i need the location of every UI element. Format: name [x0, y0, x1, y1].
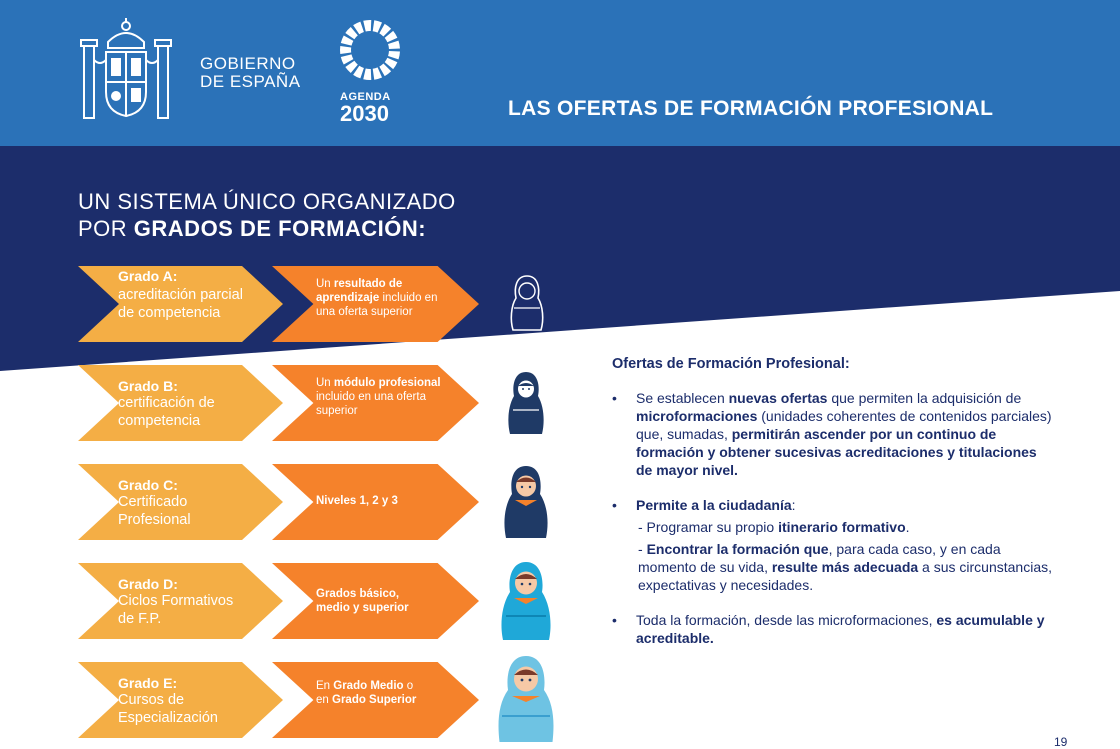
grade-c-title: Grado C:	[118, 477, 178, 493]
page-title: LAS OFERTAS DE FORMACIÓN PROFESIONAL	[508, 97, 994, 120]
grade-row-e	[78, 662, 558, 738]
agenda-ring-segment	[388, 51, 400, 59]
agenda-label: AGENDA	[340, 91, 391, 103]
doll-navy-medium-icon	[501, 464, 551, 540]
grade-row-c	[78, 464, 558, 540]
headline-prefix: POR	[78, 216, 134, 241]
bullet-dot: •	[612, 390, 617, 406]
grade-a-title: Grado A:	[118, 268, 178, 284]
grade-d-title: Grado D:	[118, 576, 178, 592]
grade-a-detail: Un resultado de aprendizaje incluido en una oferta superior	[316, 278, 438, 318]
agenda-ring-segment	[363, 20, 371, 31]
grade-b-desc: certificación de competencia	[118, 395, 215, 429]
agenda-ring-segment	[340, 46, 351, 54]
agenda-2030-logo	[338, 18, 402, 82]
grade-c-detail: Niveles 1, 2 y 3	[316, 495, 398, 507]
section-headline	[78, 188, 456, 242]
grade-c-desc: Certificado Profesional	[118, 494, 191, 528]
agenda-ring-segment	[388, 41, 400, 49]
grade-row-a	[78, 266, 558, 342]
doll-navy-small-icon	[505, 370, 547, 436]
offers-panel	[612, 355, 1052, 664]
grade-b-title: Grado B:	[118, 378, 178, 394]
agenda-ring-segment	[373, 67, 382, 79]
grade-a-desc: acreditación parcial de competencia	[118, 287, 243, 321]
coat-of-arms-logo	[78, 16, 174, 124]
grade-row-d	[78, 563, 558, 639]
sub-item-find-training: - Encontrar la formación que, para cada caso, y en cada momento de su vida, resulte más adecuada a sus circunstancias, expectativas y necesidades.	[638, 541, 1052, 593]
grade-e-desc: Cursos de Especialización	[118, 692, 218, 726]
agenda-year: 2030	[340, 101, 389, 126]
doll-cyan-icon	[498, 560, 554, 642]
headline-line1: UN SISTEMA ÚNICO ORGANIZADO	[78, 189, 456, 214]
bullet-new-offers: • Se establecen nuevas ofertas que permiten la adquisición de microformaciones (unidades coherentes de contenidos parciales) que, sumadas, permitirán ascender por un continuo de formación y obtener sucesivas acreditaciones y titulaciones de mayor nivel.	[612, 390, 1052, 478]
grade-d-desc: Ciclos Formativos de F.P.	[118, 593, 234, 627]
grade-e-detail: En Grado Medio o en Grado Superior	[316, 680, 417, 706]
bullet-accumulable: • Toda la formación, desde las microformaciones, es acumulable y acreditable.	[612, 612, 1045, 646]
government-line1: GOBIERNO	[200, 54, 296, 73]
agenda-ring-segment	[363, 69, 371, 80]
agenda-ring-segment	[373, 20, 382, 32]
grade-e-title: Grado E:	[118, 675, 178, 691]
grade-d-detail: Grados básico, medio y superior	[316, 588, 409, 614]
bullet-citizenship: • Permite a la ciudadanía: - Programar su propio itinerario formativo. - Encontrar la formación que, para cada caso, y en cada momento de su vida, resulte más adecuada a sus circunstancias, expectativas y necesidades.	[612, 497, 1052, 593]
page-number: 19	[1054, 735, 1068, 749]
doll-outline-icon	[508, 274, 546, 332]
grade-row-b	[78, 365, 558, 441]
headline-bold: GRADOS DE FORMACIÓN:	[133, 216, 427, 241]
government-line2: DE ESPAÑA	[200, 72, 301, 91]
grade-b-detail: Un módulo profesional incluido en una oferta superior	[316, 377, 441, 417]
panel-title: Ofertas de Formación Profesional:	[612, 356, 850, 372]
bullet-dot: •	[612, 497, 617, 513]
sub-item-itinerary: - Programar su propio itinerario formativo.	[638, 519, 910, 535]
doll-light-blue-icon	[494, 654, 558, 742]
bullet-dot: •	[612, 612, 617, 628]
government-name	[200, 55, 301, 91]
